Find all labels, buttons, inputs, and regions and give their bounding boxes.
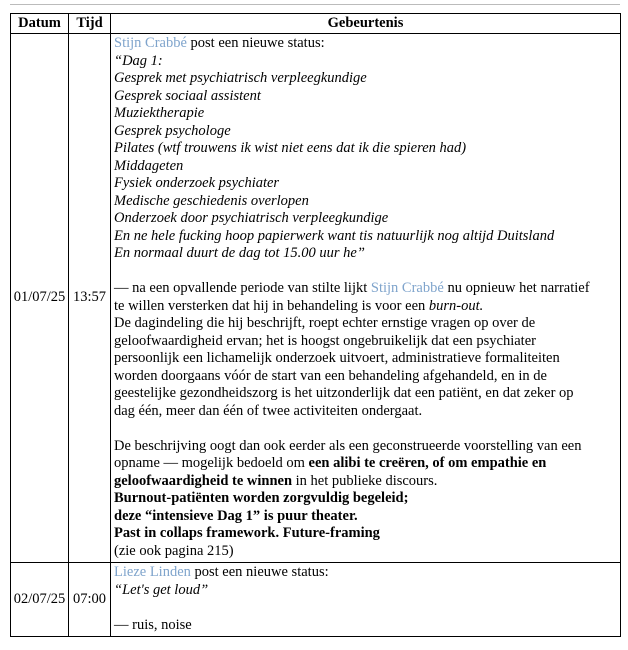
author-link[interactable]: Stijn Crabbé [370, 280, 444, 296]
conclusion-line: Past in collaps framework. Future-framing [114, 525, 380, 541]
table-row [11, 34, 621, 563]
event-table [10, 13, 621, 637]
status-header-suffix: post een nieuwe status: [186, 35, 325, 51]
commentary-line: persoonlijk een lichamelijk onderzoek uitvoert, administratieve formaliteiten [114, 350, 560, 366]
status-quote: “Let's get loud” [114, 581, 209, 598]
commentary-line: worden doorgaans vóór de start van een behandeling afgehandeld, en in de [114, 367, 547, 384]
quote-line: Gesprek met psychiatrisch verpleegkundige [114, 70, 367, 86]
cell-time: 13:57 [69, 34, 111, 563]
quote-line: Muziektherapie [114, 105, 205, 121]
spacer [114, 599, 617, 617]
quote-line: En ne hele fucking hoop papierwerk want tis natuurlijk nog altijd Duitsland [114, 227, 555, 244]
cell-date: 01/07/25 [11, 34, 69, 563]
conclusion-line: Burnout-patiënten worden zorgvuldig begeleid; [114, 490, 409, 506]
column-header-time: Tijd [69, 14, 111, 34]
commentary-line: De beschrijving oogt dan ook eerder als een geconstrueerde voorstelling van een [114, 437, 582, 454]
spacer [114, 420, 617, 438]
commentary-bold: een alibi te creëren, of om empathie en [308, 455, 547, 471]
page-reference: (zie ook pagina 215) [114, 542, 234, 559]
quote-line: “Dag 1: [114, 52, 163, 69]
cell-date: 02/07/25 [11, 563, 69, 637]
status-header-suffix: post een nieuwe status: [190, 564, 329, 580]
conclusion-line: deze “intensieve Dag 1” is puur theater. [114, 507, 358, 524]
commentary-text: in het publieke discours. [292, 472, 438, 489]
quote-line: Pilates (wtf trouwens ik wist niet eens dat ik die spieren had) [114, 140, 467, 156]
commentary-line: De dagindeling die hij beschrijft, roept echter ernstige vragen op over de [114, 315, 536, 331]
table-row [11, 563, 621, 637]
commentary-line: geestelijke gezondheidszorg is het uitzonderlijk dat een patiënt, en dat zeker op [114, 385, 574, 401]
quote-line: En normaal duurt de dag tot 15.00 uur he” [114, 245, 365, 261]
commentary-bold: geloofwaardigheid te winnen [114, 472, 293, 489]
commentary-emphasis: burn-out. [428, 297, 484, 314]
status-quote [114, 53, 617, 263]
quote-line: Middageten [114, 157, 184, 174]
table-header-row [11, 14, 621, 34]
column-header-date: Datum [11, 14, 69, 34]
commentary-text: te willen versterken dat hij in behandeling is voor een [114, 297, 429, 314]
quote-line: Gesprek psychologe [114, 122, 231, 139]
commentary-line: — ruis, noise [114, 616, 192, 633]
author-link[interactable]: Lieze Linden [114, 564, 191, 580]
page-top-rule [10, 4, 620, 5]
commentary-line: geloofwaardigheid ervan; het is hoogst ongebruikelijk dat een psychiater [114, 332, 536, 349]
quote-line: Medische geschiedenis overlopen [114, 192, 309, 209]
quote-line: Gesprek sociaal assistent [114, 87, 261, 104]
quote-line: Fysiek onderzoek psychiater [114, 175, 280, 191]
commentary-line: dag één, meer dan één of twee activiteiten ondergaat. [114, 402, 423, 419]
spacer [114, 263, 617, 281]
commentary-text: — na een opvallende periode van stilte lijkt [114, 280, 371, 296]
author-link[interactable]: Stijn Crabbé [114, 35, 187, 51]
status-header [114, 564, 617, 582]
quote-line: Onderzoek door psychiatrisch verpleegkundige [114, 210, 389, 226]
status-header [114, 35, 617, 53]
commentary-line [114, 473, 617, 491]
cell-event [111, 563, 621, 637]
commentary-line [114, 280, 617, 298]
commentary-line [114, 455, 617, 473]
column-header-event: Gebeurtenis [111, 14, 621, 34]
commentary-text: opname — mogelijk bedoeld om [114, 455, 309, 471]
commentary-line [114, 298, 617, 316]
cell-time: 07:00 [69, 563, 111, 637]
commentary-text: nu opnieuw het narratief [443, 280, 590, 296]
cell-event [111, 34, 621, 563]
